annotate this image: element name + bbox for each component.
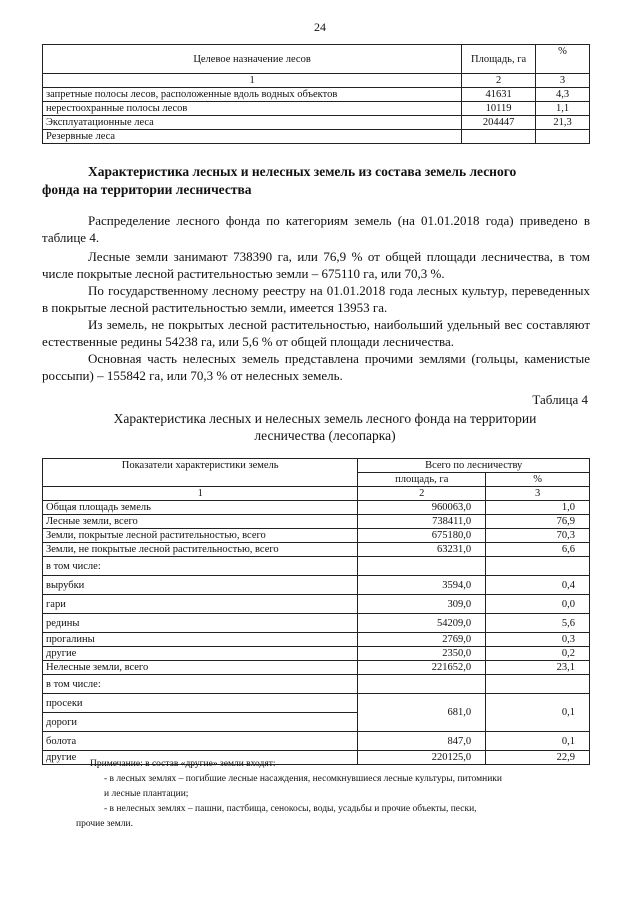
col-number: 3 bbox=[536, 74, 590, 88]
paragraph: Распределение лесного фонда по категориям земель (на 01.01.2018 года) приведено в таблице 4. bbox=[42, 213, 590, 245]
row-area: 220125,0 bbox=[358, 751, 486, 765]
table-row bbox=[43, 116, 590, 130]
row-percent bbox=[486, 675, 590, 694]
row-name: дороги bbox=[43, 713, 358, 732]
header-total: Всего по лесничеству bbox=[358, 459, 590, 473]
row-name: вырубки bbox=[43, 576, 358, 595]
col-number: 1 bbox=[43, 487, 358, 501]
paragraph: Из земель, не покрытых лесной растительностью, наибольший удельный вес составляют естественные редины 54238 га, или 5,6 % от общей площади лесничества. bbox=[42, 317, 590, 349]
row-area bbox=[358, 675, 486, 694]
row-percent: 0,1 bbox=[486, 694, 590, 732]
note-line: прочие земли. bbox=[76, 819, 133, 829]
table-row bbox=[43, 595, 590, 614]
row-name: в том числе: bbox=[43, 557, 358, 576]
row-area: 2769,0 bbox=[358, 633, 486, 647]
paragraph: Основная часть нелесных земель представлена прочими землями (гольцы, каменистые россыпи) – 155842 га, или 70,3 % от нелесных земель. bbox=[42, 351, 590, 383]
header-percent: % bbox=[486, 473, 590, 487]
table-row bbox=[43, 633, 590, 647]
header-percent: % bbox=[536, 45, 590, 74]
paragraph: Лесные земли занимают 738390 га, или 76,9 % от общей площади лесничества, в том числе покрытые лесной растительностью земли – 675110 га, или 70,3 %. bbox=[42, 249, 590, 281]
row-area: 41631 bbox=[462, 88, 536, 102]
table-row bbox=[43, 614, 590, 633]
table-row bbox=[43, 732, 590, 751]
row-percent: 4,3 bbox=[536, 88, 590, 102]
row-name: Лесные земли, всего bbox=[43, 515, 358, 529]
table-row bbox=[43, 88, 590, 102]
table-row bbox=[43, 647, 590, 661]
table-note bbox=[76, 757, 590, 832]
note-line: - в лесных землях – погибшие лесные насаждения, несомкнувшиеся лесные культуры, питомники bbox=[104, 774, 502, 784]
col-number: 1 bbox=[43, 74, 462, 88]
row-area: 681,0 bbox=[358, 694, 486, 732]
row-percent: 1,1 bbox=[536, 102, 590, 116]
row-area: 675180,0 bbox=[358, 529, 486, 543]
row-area: 221652,0 bbox=[358, 661, 486, 675]
table-row bbox=[43, 501, 590, 515]
row-name: запретные полосы лесов, расположенные вдоль водных объектов bbox=[43, 88, 462, 102]
row-percent: 21,3 bbox=[536, 116, 590, 130]
row-area: 63231,0 bbox=[358, 543, 486, 557]
row-percent: 1,0 bbox=[486, 501, 590, 515]
row-area bbox=[358, 557, 486, 576]
row-name: другие bbox=[43, 751, 358, 765]
heading-line: фонда на территории лесничества bbox=[42, 182, 252, 197]
row-name: в том числе: bbox=[43, 675, 358, 694]
row-area: 960063,0 bbox=[358, 501, 486, 515]
land-characteristics-table bbox=[42, 458, 590, 765]
row-area: 309,0 bbox=[358, 595, 486, 614]
col-number: 2 bbox=[462, 74, 536, 88]
row-name: гари bbox=[43, 595, 358, 614]
row-name: прогалины bbox=[43, 633, 358, 647]
col-number: 3 bbox=[486, 487, 590, 501]
row-percent: 5,6 bbox=[486, 614, 590, 633]
heading-line: Характеристика лесных и нелесных земель из состава земель лесного bbox=[88, 164, 517, 179]
table-row bbox=[43, 102, 590, 116]
table-row bbox=[43, 529, 590, 543]
row-percent: 76,9 bbox=[486, 515, 590, 529]
row-percent: 0,1 bbox=[486, 732, 590, 751]
row-area: 10119 bbox=[462, 102, 536, 116]
table-row bbox=[43, 515, 590, 529]
row-area bbox=[462, 130, 536, 144]
row-area: 204447 bbox=[462, 116, 536, 130]
row-name: Общая площадь земель bbox=[43, 501, 358, 515]
row-percent: 6,6 bbox=[486, 543, 590, 557]
row-percent: 0,2 bbox=[486, 647, 590, 661]
row-percent bbox=[536, 130, 590, 144]
header-purpose: Целевое назначение лесов bbox=[43, 45, 462, 74]
row-area: 2350,0 bbox=[358, 647, 486, 661]
row-name: болота bbox=[43, 732, 358, 751]
row-name: просеки bbox=[43, 694, 358, 713]
row-name: Резервные леса bbox=[43, 130, 462, 144]
table-row bbox=[43, 661, 590, 675]
col-number: 2 bbox=[358, 487, 486, 501]
row-percent: 0,4 bbox=[486, 576, 590, 595]
table-row bbox=[43, 130, 590, 144]
header-area: площадь, га bbox=[358, 473, 486, 487]
table-row bbox=[43, 675, 590, 694]
row-percent: 22,9 bbox=[486, 751, 590, 765]
note-line: и лесные плантации; bbox=[104, 789, 189, 799]
paragraph: По государственному лесному реестру на 01.01.2018 года лесных культур, переведенных в покрытые лесной растительностью земли, имеется 13953 га. bbox=[42, 283, 590, 315]
row-name: нерестоохранные полосы лесов bbox=[43, 102, 462, 116]
table-row bbox=[43, 543, 590, 557]
row-area: 738411,0 bbox=[358, 515, 486, 529]
section-heading bbox=[42, 163, 588, 199]
row-name: Земли, покрытые лесной растительностью, всего bbox=[43, 529, 358, 543]
row-name: Земли, не покрытые лесной растительностью, всего bbox=[43, 543, 358, 557]
row-percent: 70,3 bbox=[486, 529, 590, 543]
note-line: - в нелесных землях – пашни, пастбища, сенокосы, воды, усадьбы и прочие объекты, пески, bbox=[104, 804, 477, 814]
table-row bbox=[43, 557, 590, 576]
row-name: Нелесные земли, всего bbox=[43, 661, 358, 675]
note-title: Примечание: в состав «другие» земли входят: bbox=[90, 759, 276, 769]
table-row bbox=[43, 576, 590, 595]
row-area: 847,0 bbox=[358, 732, 486, 751]
row-area: 54209,0 bbox=[358, 614, 486, 633]
row-name: Эксплуатационные леса bbox=[43, 116, 462, 130]
header-indicator: Показатели характеристики земель bbox=[43, 459, 358, 487]
table-label: Таблица 4 bbox=[532, 392, 588, 407]
forest-purpose-table bbox=[42, 44, 590, 144]
row-area: 3594,0 bbox=[358, 576, 486, 595]
row-percent bbox=[486, 557, 590, 576]
row-percent: 0,0 bbox=[486, 595, 590, 614]
row-name: другие bbox=[43, 647, 358, 661]
table-row bbox=[43, 694, 590, 713]
header-area: Площадь, га bbox=[462, 45, 536, 74]
table-title: Характеристика лесных и нелесных земель лесного фонда на территории лесничества (лесопарка) bbox=[113, 411, 537, 443]
row-percent: 0,3 bbox=[486, 633, 590, 647]
row-name: редины bbox=[43, 614, 358, 633]
row-percent: 23,1 bbox=[486, 661, 590, 675]
page-number: 24 bbox=[314, 20, 326, 34]
